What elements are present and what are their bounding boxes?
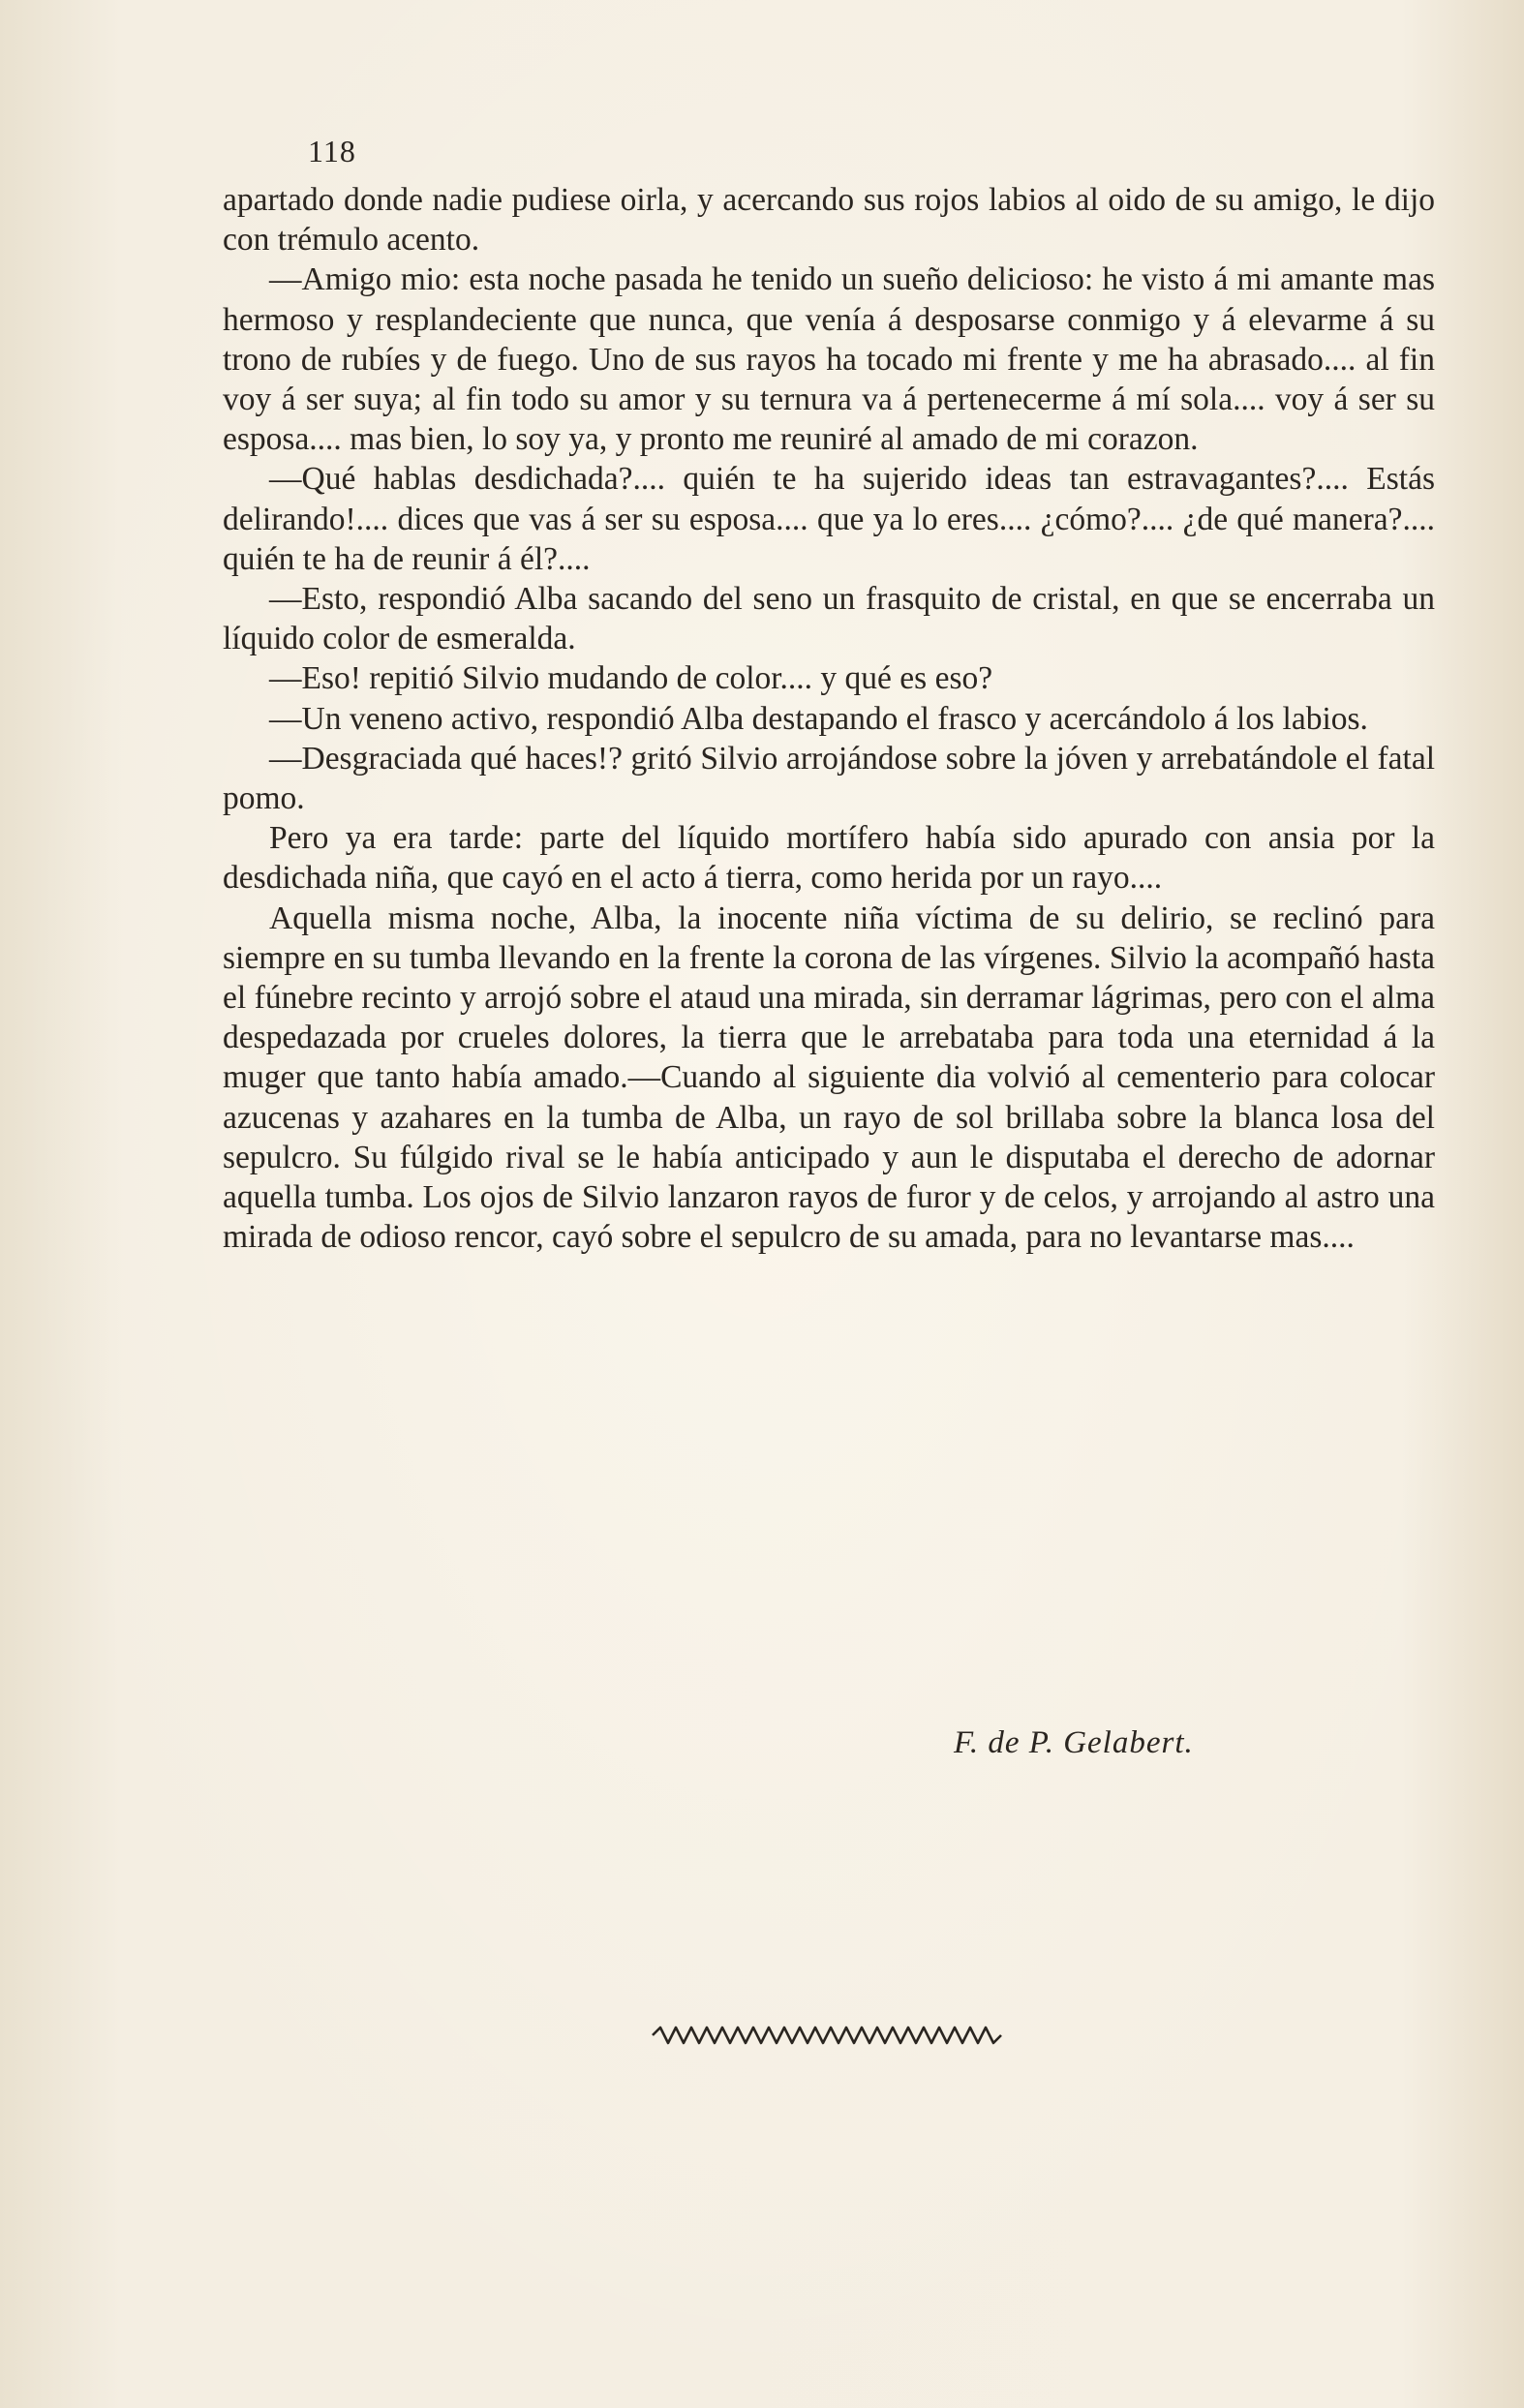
author-signature: F. de P. Gelabert. [954,1725,1194,1760]
section-divider-ornament [651,2024,1003,2047]
paragraph: —Desgraciada qué haces!? gritó Silvio arrojándose sobre la jóven y arrebatándole el fatal pomo. [223,740,1435,817]
page-number: 118 [308,134,356,168]
paragraph: —Amigo mio: esta noche pasada he tenido un sueño delicioso: he visto á mi amante mas hermoso y resplandeciente que nunca, que venía á desposarse conmigo y á elevarme á su trono de rubíes y de fuego. Uno de sus rayos ha tocado mi frente y me ha abrasado.... al fin voy á ser suya; al fin todo su amor y su ternura va á pertenecerme á mí sola.... voy á ser su esposa.... mas bien, lo soy ya, y pronto me reuniré al amado de mi corazon. [223,261,1435,458]
paragraph: —Esto, respondió Alba sacando del seno un frasquito de cristal, en que se encerraba un líquido color de esmeralda. [223,581,1435,657]
paragraph: —Eso! repitió Silvio mudando de color.... y qué es eso? [269,660,993,697]
body-text [223,180,1435,1257]
paragraph: Aquella misma noche, Alba, la inocente niña víctima de su delirio, se reclinó para siempre en su tumba llevando en la frente la corona de las vírgenes. Silvio la acompañó hasta el fúnebre recinto y arrojó sobre el ataud una mirada, sin derramar lágrimas, pero con el alma despedazada por crueles dolores, la tierra que le arrebataba para toda una eternidad á la muger que tanto había amado.—Cuando al siguiente dia volvió al cementerio para colocar azucenas y azahares en la tumba de Alba, un rayo de sol brillaba sobre la blanca losa del sepulcro. Su fúlgido rival se le había anticipado y aun le disputaba el derecho de adornar aquella tumba. Los ojos de Silvio lanzaron rayos de furor y de celos, y arrojando al astro una mirada de odioso rencor, cayó sobre el sepulcro de su amada, para no levantarse mas.... [223,899,1435,1256]
paragraph: Pero ya era tarde: parte del líquido mortífero había sido apurado con ansia por la desdichada niña, que cayó en el acto á tierra, como herida por un rayo.... [223,820,1435,897]
paragraph: —Qué hablas desdichada?.... quién te ha sujerido ideas tan estravagantes?.... Estás delirando!.... dices que vas á ser su esposa.... que ya lo eres.... ¿cómo?.... ¿de qué manera?.... quién te ha de reunir á él?.... [223,461,1435,577]
paragraph: apartado donde nadie pudiese oirla, y acercando sus rojos labios al oido de su amigo, le dijo con trémulo acento. [223,182,1435,259]
paragraph: —Un veneno activo, respondió Alba destapando el frasco y acercándolo á los labios. [269,700,1368,737]
